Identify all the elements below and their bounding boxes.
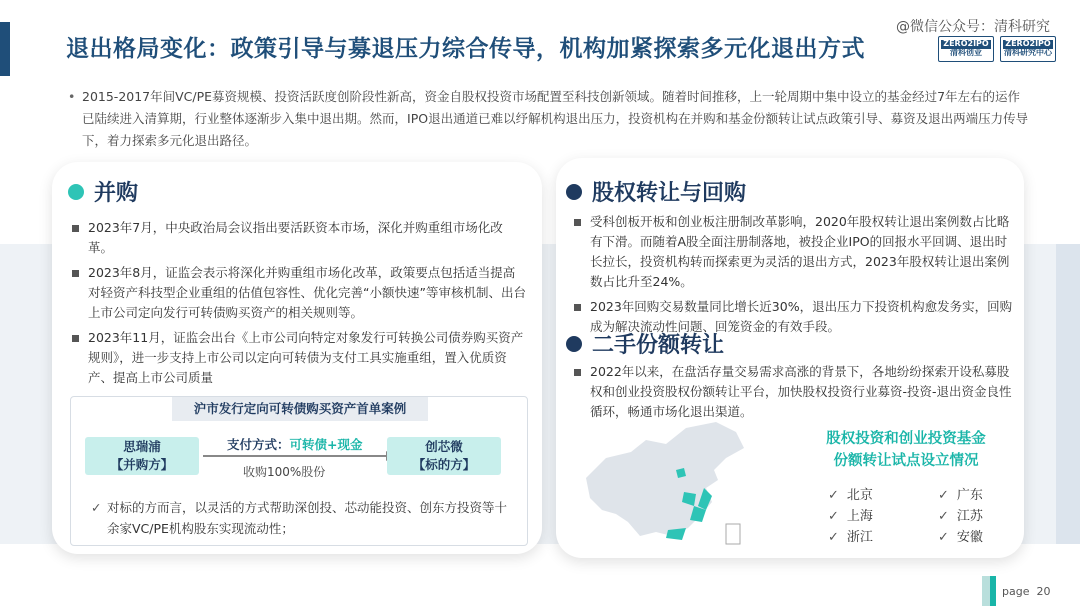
payment-arrow-line: [203, 455, 389, 457]
logo-zero2ipo-ventures: ZERO2IPO 清科创业: [938, 36, 994, 62]
secondary-section-header: [566, 328, 724, 359]
check-icon: ✓: [828, 509, 839, 524]
region-item: ✓ 北京: [828, 488, 873, 503]
case-box: [70, 396, 528, 546]
intro-text: 2015-2017年间VC/PE募资规模、投资活跃度创阶段性新高，资金自股权投资市场配置至科技创新领域。随着时间推移，上一轮周期中集中设立的基金经过7年左右的运作已陆续进入清算期，行业整体逐渐步入集中退出期。然而，IPO退出通道已难以纾解机构退出压力，投资机构在并购和基金份额转让试点政策引导、募资及退出两端压力传导下，着力探索多元化退出路径。: [82, 89, 1029, 148]
intro-paragraph: [66, 86, 1032, 152]
footer-accent-light: [982, 576, 990, 606]
acquirer-name: 思瑞浦: [123, 439, 161, 454]
check-icon: ✓: [828, 530, 839, 545]
payment-label: 支付方式：可转债+现金: [227, 437, 363, 452]
section-dot-icon: [68, 184, 84, 200]
section-dot-icon: [566, 184, 582, 200]
list-item: 2022年以来，在盘活存量交易需求高涨的背景下，各地纷纷探索开设私募股权和创业投资股权份额转让平台，加快股权投资行业募资-投资-退出资金良性循环，畅通市场化退出渠道。: [572, 362, 1018, 422]
check-icon: ✓: [828, 488, 839, 503]
bullet-dot-icon: •: [68, 89, 76, 104]
page-number: page 20: [1002, 585, 1051, 598]
region-item: ✓ 浙江: [828, 530, 873, 545]
list-item: 2023年8月，证监会表示将深化并购重组市场化改革，政策要点包括适当提高对轻资产科技型企业重组的估值包容性、优化完善“小额快速”等审核机制、出台上市公司定向发行可转债购买资产的相关规则等。: [70, 263, 526, 323]
check-icon: ✓: [938, 530, 949, 545]
region-item: ✓ 广东: [938, 488, 983, 503]
region-item: ✓ 安徽: [938, 530, 983, 545]
background-stripe: [1056, 244, 1080, 544]
ma-section-header: [68, 176, 138, 207]
section-dot-icon: [566, 336, 582, 352]
logo-zero2ipo-research: ZERO2IPO 清科研究中心: [1000, 36, 1056, 62]
payment-sub: 收购100%股份: [243, 465, 326, 479]
case-title: 沪市发行定向可转债购买资产首单案例: [172, 397, 428, 421]
check-icon: ✓: [91, 500, 102, 515]
equity-bullets: [572, 212, 1018, 342]
list-item: 2023年11月，证监会出台《上市公司向特定对象发行可转换公司债券购买资产规则》，进一步支持上市公司以定向可转债为支付工具实施重组，置入优质资产、提高上市公司质量: [70, 328, 526, 388]
region-item: ✓ 上海: [828, 509, 873, 524]
target-box: [387, 437, 501, 475]
check-icon: ✓: [938, 509, 949, 524]
equity-section-header: [566, 176, 746, 207]
case-note: ✓ 对标的方而言，以灵活的方式帮助深创投、芯动能投资、创东方投资等十余家VC/PE机构股东实现流动性；: [91, 497, 511, 539]
map-title: 股权投资和创业投资基金 份额转让试点设立情况: [826, 431, 986, 469]
check-icon: ✓: [938, 488, 949, 503]
ma-section-title: 并购: [94, 181, 139, 206]
china-map-icon: [576, 418, 756, 550]
target-role: 【标的方】: [412, 457, 476, 472]
watermark: @微信公众号：清科研究: [896, 19, 1050, 35]
region-item: ✓ 江苏: [938, 509, 983, 524]
logos: [938, 36, 1056, 62]
title-accent-bar: [0, 22, 10, 76]
payment-method: 可转债+现金: [289, 437, 363, 452]
page-title: 退出格局变化：政策引导与募退压力综合传导，机构加紧探索多元化退出方式: [66, 36, 865, 62]
acquirer-box: [85, 437, 199, 475]
acquirer-role: 【并购方】: [110, 457, 174, 472]
target-name: 创芯微: [425, 439, 463, 454]
equity-section-title: 股权转让与回购: [592, 181, 747, 206]
footer-accent: [990, 576, 996, 606]
list-item: 受科创板开板和创业板注册制改革影响，2020年股权转让退出案例数占比略有下滑。而随着A股全面注册制落地，被投企业IPO的回报水平回调、退出时长拉长，投资机构转而探索更为灵活的退出方式，2023年股权转让退出案例数占比升至24%。: [572, 212, 1018, 292]
secondary-section-title: 二手份额转让: [592, 333, 725, 358]
list-item: 2023年回购交易数量同比增长近30%，退出压力下投资机构愈发务实，回购成为解决流动性问题、回笼资金的有效手段。: [572, 297, 1018, 337]
list-item: 2023年7月，中央政治局会议指出要活跃资本市场，深化并购重组市场化改革。: [70, 218, 526, 258]
ma-bullets: [70, 218, 526, 393]
